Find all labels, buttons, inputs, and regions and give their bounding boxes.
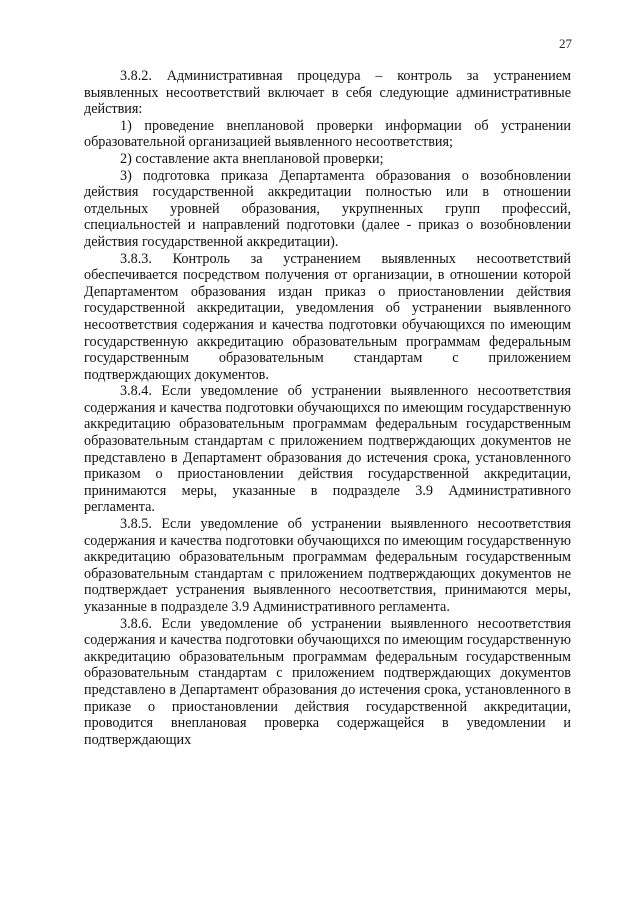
paragraph-3-8-6: 3.8.6. Если уведомление об устранении выявленного несоответствия содержания и качества подготовки обучающихся по имеющим государственную аккредитацию образовательным программам федеральным государственным образовательным стандартам с приложением подтверждающих документов представлено в Департамент образования до истечения срока, установленного в приказе о приостановлении действия государственной аккредитации, проводится внеплановая проверка содержащейся в уведомлении и подтверждающих	[84, 615, 571, 748]
paragraph-3-8-3: 3.8.3. Контроль за устранением выявленных несоответствий обеспечивается посредством получения от организации, в отношении которой Департаментом образования издан приказ о приостановлении действия государственной аккредитации, уведомления об устранении выявленного несоответствия содержания и качества подготовки обучающихся по имеющим государственную аккредитацию образовательным программам федеральным государственным образовательным стандартам с приложением подтверждающих документов.	[84, 250, 571, 383]
document-body	[84, 68, 571, 748]
page-number: 27	[559, 36, 572, 51]
list-item-2: 2) составление акта внеплановой проверки;	[120, 150, 384, 167]
list-item-3: 3) подготовка приказа Департамента образования о возобновлении действия государственной аккредитации полностью или в отношении отдельных уровней образования, укрупненных групп профессий, специальностей и направлений подготовки (далее - приказ о возобновлении действия государственной аккредитации).	[84, 167, 571, 250]
list-item-1: 1) проведение внеплановой проверки информации об устранении образовательной организацией выявленного несоответствия;	[84, 117, 571, 151]
paragraph-3-8-4: 3.8.4. Если уведомление об устранении выявленного несоответствия содержания и качества подготовки обучающихся по имеющим государственную аккредитацию образовательным программам федеральным государственным образовательным стандартам с приложением подтверждающих документов не представлено в Департамент образования до истечения срока, установленного приказом о приостановлении действия государственной аккредитации, принимаются меры, указанные в подразделе 3.9 Административного регламента.	[84, 383, 571, 516]
paragraph-3-8-5: 3.8.5. Если уведомление об устранении выявленного несоответствия содержания и качества подготовки обучающихся по имеющим государственную аккредитацию образовательным программам федеральным государственным образовательным стандартам с приложением подтверждающих документов не подтверждает устранения выявленного несоответствия, принимаются меры, указанные в подразделе 3.9 Административного регламента.	[84, 516, 571, 615]
paragraph-3-8-2: 3.8.2. Административная процедура – контроль за устранением выявленных несоответствий включает в себя следующие административные действия:	[84, 68, 571, 118]
